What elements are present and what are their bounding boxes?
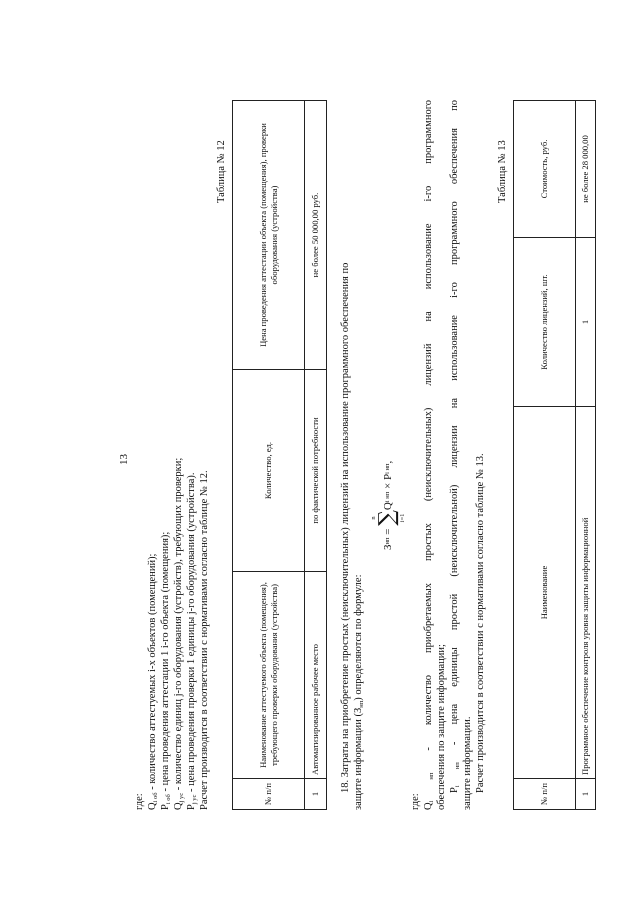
table12-header-price: Цена проведения аттестации объекта (помещения), проверки оборудования (устройства) [233, 101, 305, 370]
table13-header-licenses: Количество лицензий, шт. [514, 238, 576, 407]
legend-line-p-us: $P_{j ус}$ - цена проведения проверки 1 единицы j-го оборудования (устройства). [186, 472, 198, 810]
table12-header-quantity: Количество, ед. [233, 370, 305, 572]
table12-header-row [233, 101, 305, 810]
legend2-where-label: где: [410, 793, 421, 810]
legend-where-label: где: [134, 793, 145, 810]
table12-cell-price: не более 50 000,00 руб. [305, 101, 327, 370]
table12-reference-note: Расчет производится в соответствии с нормативами согласно таблице № 12. [199, 470, 210, 810]
table-12 [232, 100, 327, 810]
table12-header-name: Наименование аттестуемого объекта (помещения), требующего проверки оборудования (устройства) [233, 572, 305, 779]
table13-cell-licenses: 1 [576, 238, 596, 407]
para18-line1: 18. Затраты на приобретение простых (неисключительных) лицензий на использование программного обеспечения по [340, 262, 351, 793]
table12-cell-num: 1 [305, 779, 327, 810]
formula-znp: З нп = n ∑ i=1 Q i нп × P i нп , [370, 460, 406, 550]
sigma-sum: n ∑ i=1 [370, 510, 406, 526]
table-13 [513, 100, 596, 810]
table13-caption: Таблица № 13 [497, 140, 508, 203]
table13-header-cost: Стоимость, руб. [514, 101, 576, 238]
legend-line-p-ob: $P_{i об}$ - цена проведения аттестации 1 i-го объекта (помещения); [160, 531, 172, 810]
table13-cell-name: Программное обеспечение контроля уровня защиты информационной [576, 407, 596, 779]
table13-reference-note: Расчет производится в соответствии с нормативами согласно таблице № 13. [475, 453, 486, 793]
legend2-q-line2: обеспечения по защите информации; [436, 644, 447, 810]
table12-caption: Таблица № 12 [216, 140, 227, 203]
table13-header-num: № п/п [514, 779, 576, 810]
table13-cell-num: 1 [576, 779, 596, 810]
table13-header-row [514, 101, 576, 810]
legend-line-q-ob: $Q_{i об}$ - количество аттестуемых i-х объектов (помещений); [147, 553, 159, 810]
legend2-p-line2: защите информации. [462, 716, 473, 810]
table12-header-num: № п/п [233, 779, 305, 810]
table12-cell-name: Автоматизированное рабочее место [305, 572, 327, 779]
table-row [576, 101, 596, 810]
legend2-q-line1: $Q_{i нп}$ - количество приобретаемых простых (неисключительных) лицензий на использование i-го программного [423, 100, 435, 810]
page-number: 13 [118, 454, 130, 465]
table13-cell-cost: не более 28 000,00 [576, 101, 596, 238]
para18-line2: защите информации $(З_{нп})$ определяются по формуле: [353, 574, 365, 810]
legend2-p-line1: $P_{i нп}$ - цена единицы простой (неисключительной) лицензии на использование i-го программного обеспечения по [449, 99, 461, 793]
table13-header-name: Наименование [514, 407, 576, 779]
legend-line-q-us: $Q_{j ус}$ - количество единиц j-го оборудования (устройств), требующих проверки; [173, 457, 185, 810]
table-row [305, 101, 327, 810]
table12-cell-quantity: по фактической потребности [305, 370, 327, 572]
